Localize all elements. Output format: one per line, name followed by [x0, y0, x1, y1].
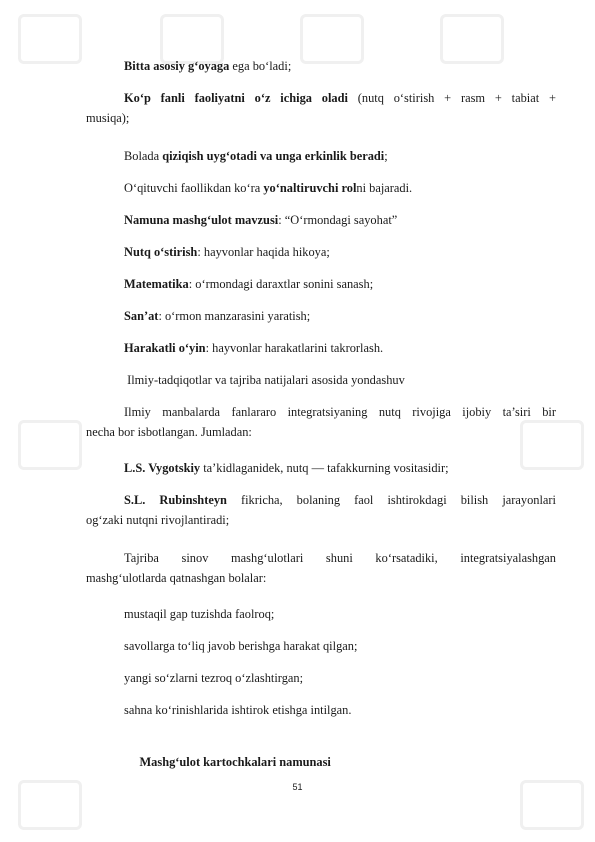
bold-phrase: Nutq o‘stirish: [124, 245, 198, 259]
paragraph: [86, 56, 556, 76]
text-span: : “O‘rmondagi sayohat”: [278, 213, 398, 227]
bold-phrase: Bitta asosiy g‘oyaga: [124, 59, 230, 73]
list-item: savollarga to‘liq javob berishga harakat qilgan;: [124, 639, 358, 653]
watermark-shape: [18, 420, 82, 470]
paragraph: [86, 490, 556, 510]
bold-phrase: Harakatli o‘yin: [124, 341, 206, 355]
text-span: : hayvonlar haqida hikoya;: [197, 245, 330, 259]
text-span: ni bajaradi.: [356, 181, 413, 195]
text-span: O‘qituvchi faollikdan ko‘ra: [124, 181, 264, 195]
bold-phrase: San’at: [124, 309, 159, 323]
text-span: ega bo‘ladi;: [229, 59, 292, 73]
watermark-shape: [18, 14, 82, 64]
text-span: ta’kidlaganidek, nutq — tafakkurning vositasidir;: [200, 461, 449, 475]
paragraph: [86, 338, 556, 358]
text-span: : o‘rmon manzarasini yaratish;: [158, 309, 311, 323]
text-span: fikricha, bolaning faol ishtirokdagi bilish jarayonlari: [226, 493, 556, 507]
paragraph: [86, 306, 556, 326]
paragraph-continuation: musiqa);: [86, 111, 130, 125]
paragraph-continuation: mashg‘ulotlarda qatnashgan bolalar:: [86, 571, 267, 585]
bold-phrase: Namuna mashg‘ulot mavzusi: [124, 213, 279, 227]
text-span: (nutq o‘stirish + rasm + tabiat +: [347, 91, 556, 105]
paragraph: [86, 242, 556, 262]
bold-phrase: Ko‘p fanli faoliyatni o‘z ichiga oladi: [124, 91, 348, 105]
paragraph: Ilmiy manbalarda fanlararo integratsiyaning nutq rivojiga ijobiy ta’siri bir: [124, 405, 556, 419]
section-heading: Ilmiy-tadqiqotlar va tajriba natijalari asosida yondashuv: [124, 373, 405, 387]
page-number: 51: [292, 782, 303, 792]
paragraph: Tajriba sinov mashg‘ulotlari shuni ko‘rsatadiki, integratsiyalashgan: [124, 551, 556, 565]
paragraph: [86, 274, 556, 294]
paragraph-continuation: necha bor isbotlangan. Jumladan:: [86, 425, 252, 439]
text-span: Bolada: [124, 149, 163, 163]
bold-phrase: S.L. Rubinshteyn: [124, 493, 227, 507]
list-item: mustaqil gap tuzishda faolroq;: [124, 607, 275, 621]
text-span: : hayvonlar harakatlarini takrorlash.: [205, 341, 384, 355]
paragraph: [86, 178, 556, 198]
paragraph: [86, 146, 556, 166]
list-item: yangi so‘zlarni tezroq o‘zlashtirgan;: [124, 671, 304, 685]
text-span: : o‘rmondagi daraxtlar sonini sanash;: [188, 277, 374, 291]
bold-phrase: qiziqish uyg‘otadi va unga erkinlik beradi: [162, 149, 385, 163]
bold-phrase: Matematika: [124, 277, 189, 291]
paragraph-continuation: og‘zaki nutqni rivojlantiradi;: [86, 513, 230, 527]
text-span: ;: [384, 149, 388, 163]
paragraph: [86, 458, 556, 478]
paragraph: [86, 88, 556, 108]
paragraph: [86, 210, 556, 230]
bold-phrase: yo‘naltiruvchi rol: [263, 181, 357, 195]
list-item: sahna ko‘rinishlarida ishtirok etishga intilgan.: [124, 703, 352, 717]
bold-phrase: Mashg‘ulot kartochkalari namunasi: [136, 755, 331, 769]
bold-phrase: L.S. Vygotskiy: [124, 461, 201, 475]
